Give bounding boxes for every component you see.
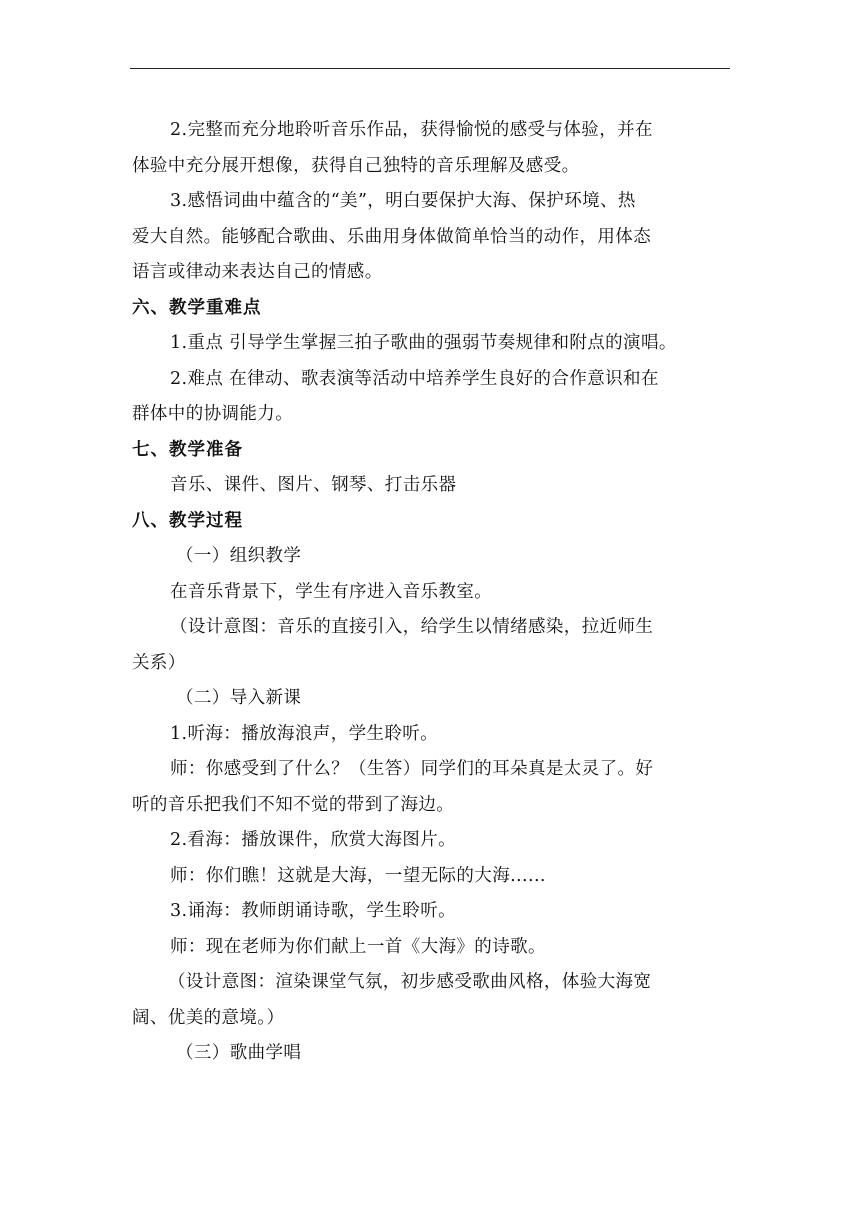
paragraph-line: 师：你们瞧！这就是大海，一望无际的大海...... <box>170 865 546 886</box>
paragraph-line: 1.听海：播放海浪声，学生聆听。 <box>170 723 439 744</box>
paragraph-line: 爱大自然。能够配合歌曲、乐曲用身体做简单恰当的动作，用体态 <box>132 226 652 247</box>
paragraph-line: 体验中充分展开想像，获得自己独特的音乐理解及感受。 <box>132 155 580 176</box>
section-heading-preparation: 七、教学准备 <box>132 439 243 460</box>
paragraph-line: 听的音乐把我们不知不觉的带到了海边。 <box>132 794 455 815</box>
paragraph-line: 师：你感受到了什么？（生答）同学们的耳朵真是太灵了。好 <box>170 759 654 779</box>
paragraph-line: 关系） <box>132 652 186 673</box>
paragraph-line: （设计意图：渲染课堂气氛，初步感受歌曲风格，体验大海宽 <box>168 972 652 992</box>
paragraph-line: 2.完整而充分地聆听音乐作品，获得愉悦的感受与体验，并在 <box>170 120 653 140</box>
paragraph-line: 师：现在老师为你们献上一首《大海》的诗歌。 <box>170 936 546 957</box>
subsection-heading: （三）歌曲学唱 <box>176 1043 302 1063</box>
paragraph-line: 3.诵海：教师朗诵诗歌，学生聆听。 <box>170 901 456 921</box>
paragraph-line: 3.感悟词曲中蕴含的“美”，明白要保护大海、保护环境、热 <box>170 191 636 211</box>
paragraph-line: 阔、优美的意境。） <box>132 1007 285 1028</box>
paragraph-line: 语言或律动来表达自己的情感。 <box>132 262 383 282</box>
header-rule <box>130 68 730 69</box>
paragraph-line: 群体中的协调能力。 <box>132 404 294 424</box>
subsection-heading: （二）导入新课 <box>176 688 302 708</box>
paragraph-line: （设计意图：音乐的直接引入，给学生以情绪感染，拉近师生 <box>170 617 654 637</box>
paragraph-line: 音乐、课件、图片、钢琴、打击乐器 <box>170 475 457 495</box>
section-heading-process: 八、教学过程 <box>132 510 243 531</box>
paragraph-line: 1.重点 引导学生掌握三拍子歌曲的强弱节奏规律和附点的演唱。 <box>170 333 677 353</box>
section-heading-key-points: 六、教学重难点 <box>132 297 262 318</box>
document-body <box>132 113 732 1072</box>
subsection-heading: （一）组织教学 <box>176 546 302 566</box>
paragraph-line: 在音乐背景下，学生有序进入音乐教室。 <box>170 581 493 602</box>
paragraph-line: 2.难点 在律动、歌表演等活动中培养学生良好的合作意识和在 <box>170 368 659 389</box>
paragraph-line: 2.看海：播放课件，欣赏大海图片。 <box>170 830 456 850</box>
